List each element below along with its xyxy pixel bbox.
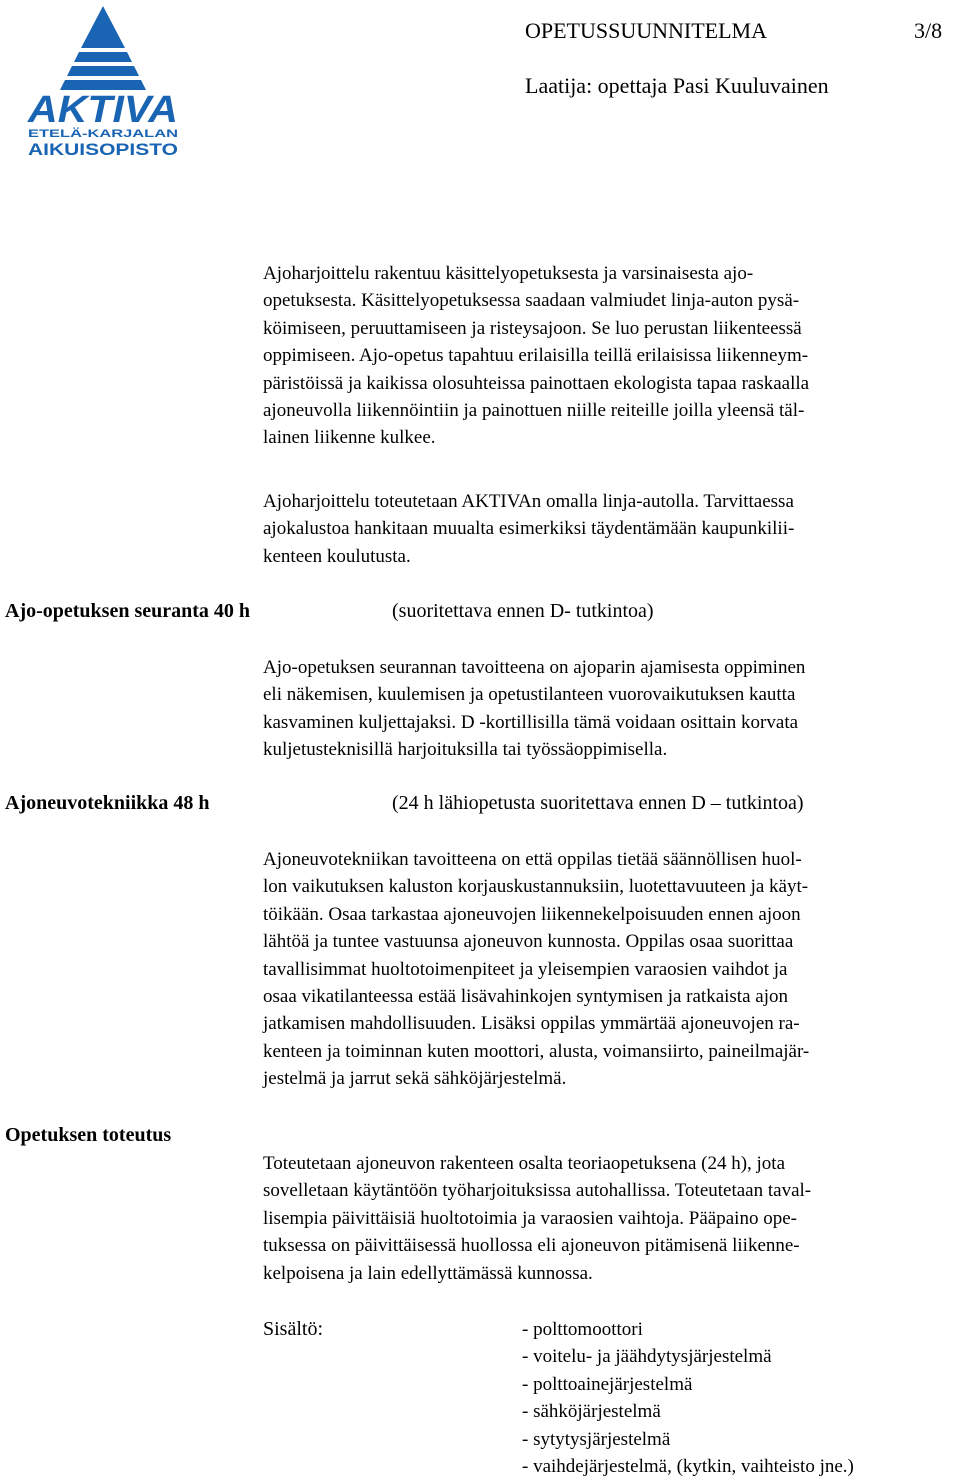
text-line: oppimiseen. Ajo-opetus tapahtuu erilaisilla teillä erilaisissa liikenneym- xyxy=(263,345,809,367)
text-line: jestelmä ja jarrut sekä sähköjärjestelmä. xyxy=(263,1068,567,1090)
text-line: osaa vikatilanteessa estää lisävahinkojen syntymisen ja ratkaista ajon xyxy=(263,986,788,1008)
text-line: päristöissä ja kaikissa olosuhteissa painottaen ekologista tapaa raskaalla xyxy=(263,372,810,394)
logo-line2: AIKUISOPISTO xyxy=(28,140,178,158)
section-note: (24 h lähiopetusta suoritettava ennen D – tutkintoa) xyxy=(392,792,804,814)
list-item: - sytytysjärjestelmä xyxy=(522,1428,671,1450)
text-line: kenteen ja toiminnan kuten moottori, alusta, voimansiirto, paineilmajär- xyxy=(263,1040,810,1062)
page-number: 3/8 xyxy=(914,18,943,43)
section-3-body xyxy=(263,1150,953,1287)
text-line: Ajoharjoittelu rakentuu käsittelyopetuksesta ja varsinaisesta ajo- xyxy=(263,263,754,284)
section-note: (suoritettava ennen D- tutkintoa) xyxy=(392,600,654,622)
section-2-body xyxy=(263,846,953,1093)
intro-paragraph-1 xyxy=(263,260,953,452)
text-line: Ajo-opetuksen seurannan tavoitteena on ajoparin ajamisesta oppiminen xyxy=(263,657,806,678)
logo-brand: AKTIVA xyxy=(26,89,179,131)
author-line: Laatija: opettaja Pasi Kuuluvainen xyxy=(525,73,829,98)
list-item: - voitelu- ja jäähdytysjärjestelmä xyxy=(522,1346,772,1368)
text-line: tuksessa on päivittäisessä huollossa eli ajoneuvon pitämisenä liikenne- xyxy=(263,1235,800,1257)
section-1-body xyxy=(263,654,953,764)
text-line: lähtöä ja tuntee vastuunsa ajoneuvon kunnosta. Oppilas osaa suorittaa xyxy=(263,931,794,953)
list-item: - polttomoottori xyxy=(522,1319,643,1340)
text-line: jatkamisen mahdollisuuden. Lisäksi oppilas ymmärtää ajoneuvojen ra- xyxy=(263,1013,800,1035)
section-heading-ajo-opetuksen-seuranta: Ajo-opetuksen seuranta 40 h xyxy=(5,600,251,622)
text-line: sovelletaan käytäntöön työharjoituksissa autohallissa. Toteutetaan taval- xyxy=(263,1180,812,1202)
text-line: ajoneuvolla liikennöintiin ja painottuen niille reiteille joilla yleensä täl- xyxy=(263,400,805,422)
list-item: - polttoainejärjestelmä xyxy=(522,1373,693,1395)
text-line: lainen liikenne kulkee. xyxy=(263,427,436,449)
text-line: kenteen koulutusta. xyxy=(263,545,411,567)
text-line: lisempia päivittäisiä huoltotoimia ja varaosien vaihtoja. Pääpaino ope- xyxy=(263,1207,797,1229)
intro-paragraph-2 xyxy=(263,488,953,570)
section-heading-ajoneuvotekniikka: Ajoneuvotekniikka 48 h xyxy=(5,792,210,814)
content-label: Sisältö: xyxy=(263,1318,324,1340)
text-line: Toteutetaan ajoneuvon rakenteen osalta teoriaopetuksena (24 h), jota xyxy=(263,1153,786,1174)
text-line: opetuksesta. Käsittelyopetuksessa saadaan valmiudet linja-auton pysä- xyxy=(263,290,800,312)
logo-line1: ETELÄ-KARJALAN xyxy=(28,128,129,140)
text-line: kuljetusteknisillä harjoituksilla tai työssäoppimisella. xyxy=(263,739,668,761)
content-list xyxy=(522,1316,854,1480)
text-line: köimiseen, peruuttamiseen ja risteysajoon. Se luo perustan liikenteessä xyxy=(263,317,802,339)
text-line: lon vaikutuksen kaluston korjauskustannuksiin, luotettavuuteen ja käyt- xyxy=(263,876,809,898)
text-line: kasvaminen kuljettajaksi. D -kortillisilla tämä voidaan osittain korvata xyxy=(263,711,799,733)
text-line: tavallisimmat huoltotoimenpiteet ja yleisempien varaosien vaihdot ja xyxy=(263,958,788,980)
section-heading-opetuksen-toteutus: Opetuksen toteutus xyxy=(5,1124,172,1146)
text-line: kelpoisena ja lain edellyttämässä kunnossa. xyxy=(263,1262,593,1284)
document-title: OPETUSSUUNNITELMA xyxy=(525,18,767,43)
list-item: - sähköjärjestelmä xyxy=(522,1401,661,1423)
text-line: eli näkemisen, kuulemisen ja opetustilanteen vuorovaikutuksen kautta xyxy=(263,684,796,706)
text-line: töikään. Osaa tarkastaa ajoneuvojen liikennekelpoisuuden ennen ajoon xyxy=(263,903,801,925)
list-item: - vaihdejärjestelmä, (kytkin, vaihteisto jne.) xyxy=(522,1456,854,1478)
text-line: Ajoharjoittelu toteutetaan AKTIVAn omalla linja-autolla. Tarvittaessa xyxy=(263,491,794,512)
aktiva-logo xyxy=(24,4,182,158)
text-line: ajokalustoa hankitaan muualta esimerkiksi täydentämään kaupunkilii- xyxy=(263,518,795,540)
text-line: Ajoneuvotekniikan tavoitteena on että oppilas tietää säännöllisen huol- xyxy=(263,849,802,870)
